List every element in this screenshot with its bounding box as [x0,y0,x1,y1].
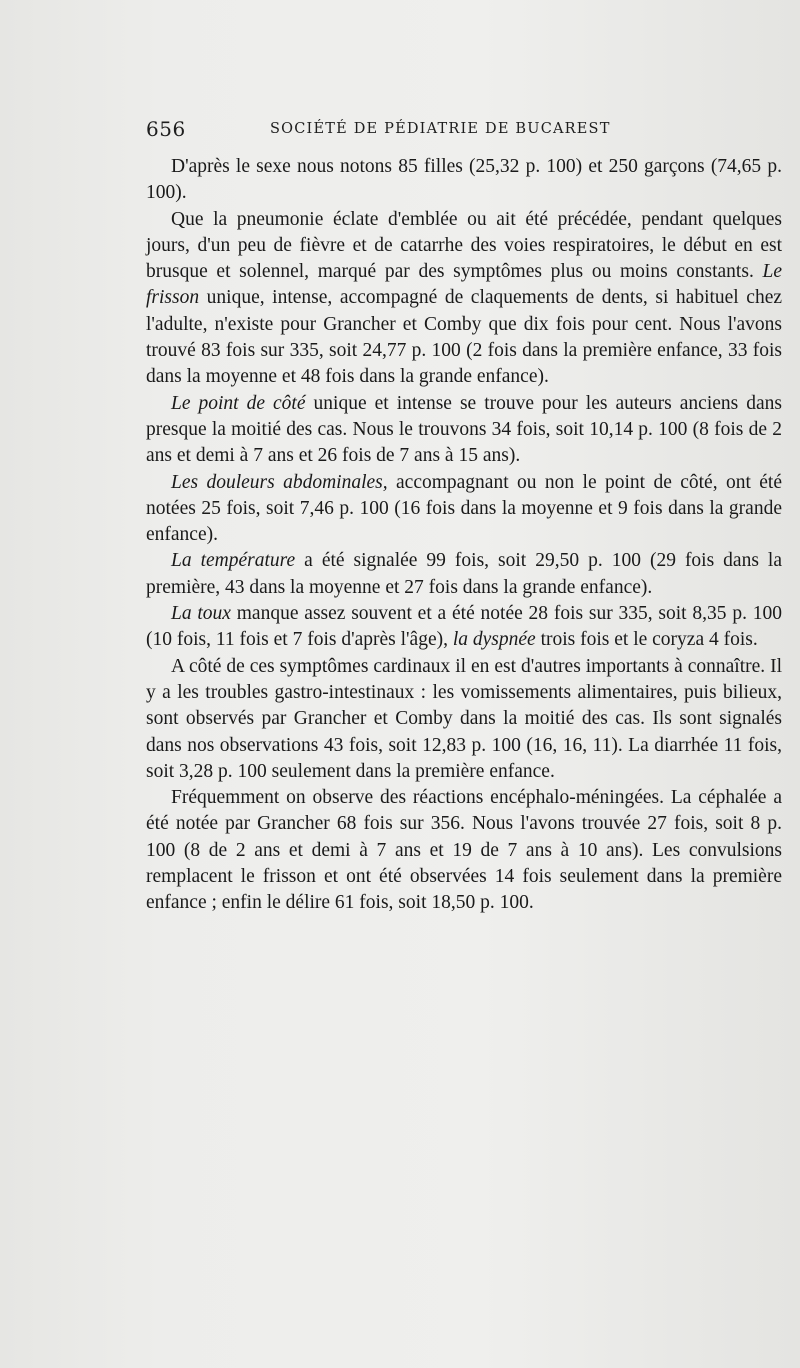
paragraph-douleurs-abdominales: Les douleurs abdominales, accompagnant ou non le point de côté, ont été notées 25 fois, soit 7,46 p. 100 (16 fois dans la moyenne et 9 fois dans la grande enfance). [146,471,782,546]
term-dyspnee: la dyspnée [452,629,536,651]
paragraph-temperature: La température a été signalée 99 fois, soit 29,50 p. 100 (29 fois dans la première, 43 dans la moyenne et 27 fois dans la grande enfance). [146,550,782,598]
term-douleurs-abdominales: Les douleurs abdominales, [171,471,388,493]
paragraph-sex-distribution: D'après le sexe nous notons 85 filles (25,32 p. 100) et 250 garçons (74,65 p. 100). [146,156,782,204]
paragraph-point-de-cote: Le point de côté unique et intense se trouve pour les auteurs anciens dans presque la moitié des cas. Nous le trouvons 34 fois, soit 10,14 p. 100 (8 fois de 2 ans et demi à 7 ans et 26 fois de 7 ans à 15 ans). [146,392,783,467]
body-text [146,154,782,917]
paragraph-toux: La toux manque assez souvent et a été notée 28 fois sur 335, soit 8,35 p. 100 (10 fois, 11 fois et 7 fois d'après l'âge), la dyspnée trois fois et le coryza 4 fois. [146,603,782,651]
paragraph-gastro-intestinaux: A côté de ces symptômes cardinaux il en est d'autres importants à connaître. Il y a les troubles gastro-intestinaux : les vomissements alimentaires, puis bilieux, sont observés par Grancher et Comby dans la moitié des cas. Ils sont signalés dans nos observations 43 fois, soit 12,83 p. 100 (16, 16, 11). La diarrhée 11 fois, soit 3,28 p. 100 seulement dans la première enfance. [146,655,782,782]
page-header [146,117,782,147]
running-title: SOCIÉTÉ DE PÉDIATRIE DE BUCAREST [270,121,611,137]
term-toux: La toux [171,603,231,625]
term-frisson: Le frisson [146,261,782,309]
term-temperature: La température [171,550,296,572]
paragraph-encephalo-meningees: Fréquemment on observe des réactions encéphalo-méningées. La céphalée a été notée par Grancher 68 fois sur 356. Nous l'avons trouvée 27 fois, soit 8 p. 100 (8 de 2 ans et demi à 7 ans et 19 de 7 ans à 10 ans). Les convulsions remplacent le frisson et ont été observées 14 fois seulement dans la première enfance ; enfin le délire 61 fois, soit 18,50 p. 100. [146,787,782,914]
term-point-de-cote: Le point de côté [171,392,306,414]
paragraph-onset-frisson: Que la pneumonie éclate d'emblée ou ait été précédée, pendant quelques jours, d'un peu de fièvre et de catarrhe des voies respiratoires, le début en est brusque et solennel, marqué par des symptômes plus ou moins constants. Le frisson unique, intense, accompagné de claquements de dents, si habituel chez l'adulte, n'existe pour Grancher et Comby que dix fois pour cent. Nous l'avons trouvé 83 fois sur 335, soit 24,77 p. 100 (2 fois dans la première enfance, 33 fois dans la moyenne et 48 fois dans la grande enfance). [146,208,782,388]
page-number: 656 [146,117,186,141]
